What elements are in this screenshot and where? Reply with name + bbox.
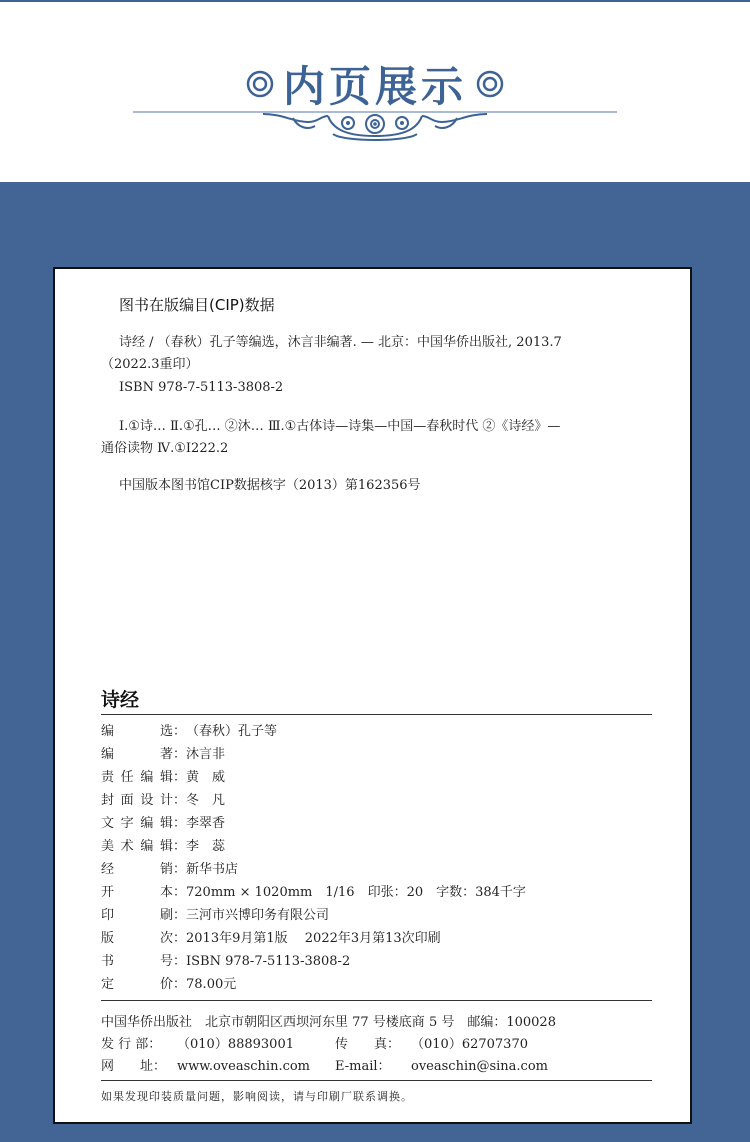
cip-line-2: （2022.3重印）	[101, 357, 199, 372]
info-row-distributor: 经 销：新华书店	[101, 860, 238, 880]
info-label: 书 号	[101, 954, 173, 969]
info-label: 美术编辑	[101, 839, 173, 854]
info-label: 版 次	[101, 931, 173, 946]
info-row-editor: 责任编辑：黄 威	[101, 768, 225, 788]
website-value: www.oveaschin.com	[177, 1059, 311, 1074]
cip-classification-1: Ⅰ.①诗… Ⅱ.①孔… ②沐… Ⅲ.①古体诗—诗集—中国—春秋时代 ②《诗经》—	[119, 419, 561, 434]
website-label: 网 址：	[101, 1059, 167, 1074]
info-value: 沐言非	[186, 747, 226, 762]
info-label: 定 价	[101, 977, 173, 992]
info-value: 78.00元	[186, 977, 237, 992]
title-wrap	[0, 54, 750, 114]
phone-value: （010）88893001	[177, 1037, 294, 1052]
info-value: 2013年9月第1版 2022年3月第13次印刷	[186, 931, 441, 946]
copyright-page	[53, 267, 692, 1124]
phone-label: 发 行 部：	[101, 1037, 162, 1052]
info-row-price: 定 价：78.00元	[101, 975, 236, 995]
info-row-art-editor: 美术编辑：李 蕊	[101, 837, 225, 857]
info-row-cover-design: 封面设计：冬 凡	[101, 791, 225, 811]
info-label: 编 选	[101, 724, 173, 739]
info-value: 李翠香	[186, 816, 226, 831]
info-row-printer: 印 刷：三河市兴博印务有限公司	[101, 906, 329, 926]
ring-left-icon	[245, 69, 275, 99]
info-label: 责任编辑	[101, 770, 173, 785]
info-row-compiler: 编 选：（春秋）孔子等	[101, 722, 277, 742]
info-label: 文字编辑	[101, 816, 173, 831]
email-label: E-mail：	[335, 1059, 391, 1074]
info-label: 开 本	[101, 885, 173, 900]
divider-top	[101, 714, 652, 715]
cip-classification-2: 通俗读物 Ⅳ.①I222.2	[101, 441, 229, 456]
info-row-text-editor: 文字编辑：李翠香	[101, 814, 225, 834]
info-value: 黄 威	[186, 770, 226, 785]
quality-notice: 如果发现印装质量问题，影响阅读，请与印刷厂联系调换。	[101, 1090, 413, 1103]
divider-bottom	[101, 1080, 652, 1081]
info-label: 封面设计	[101, 793, 173, 808]
fax-label: 传 真：	[335, 1037, 401, 1052]
info-value: ISBN 978-7-5113-3808-2	[186, 954, 351, 969]
info-value: （春秋）孔子等	[186, 724, 278, 739]
header-section	[0, 2, 750, 182]
info-label: 经 销	[101, 862, 173, 877]
cip-isbn: ISBN 978-7-5113-3808-2	[119, 380, 284, 395]
fax-value: （010）62707370	[411, 1037, 528, 1052]
info-label: 印 刷	[101, 908, 173, 923]
ring-right-icon	[475, 69, 505, 99]
cip-record-number: 中国版本图书馆CIP数据核字（2013）第162356号	[119, 478, 421, 493]
page-title: 内页展示	[282, 62, 467, 111]
info-row-isbn: 书 号：ISBN 978-7-5113-3808-2	[101, 952, 350, 972]
info-value: 新华书店	[186, 862, 239, 877]
info-value: 李 蕊	[186, 839, 226, 854]
info-label: 编 著	[101, 747, 173, 762]
info-row-edition: 版 次：2013年9月第1版 2022年3月第13次印刷	[101, 929, 441, 949]
info-value: 冬 凡	[186, 793, 226, 808]
publisher-address-text: 中国华侨出版社 北京市朝阳区西坝河东里 77 号楼底商 5 号 邮编：100028	[101, 1015, 556, 1030]
info-row-author: 编 著：沐言非	[101, 745, 225, 765]
book-title: 诗经	[101, 689, 140, 711]
cip-heading: 图书在版编目(CIP)数据	[119, 296, 275, 314]
cloud-ornament-icon	[133, 106, 617, 146]
cip-line-1: 诗经 / （春秋）孔子等编选，沐言非编著. — 北京：中国华侨出版社, 2013.7	[119, 335, 562, 350]
info-value: 720mm × 1020mm 1/16 印张：20 字数：384千字	[186, 885, 526, 900]
info-value: 三河市兴博印务有限公司	[186, 908, 330, 923]
divider-middle	[101, 1000, 652, 1001]
info-row-format: 开 本：720mm × 1020mm 1/16 印张：20 字数：384千字	[101, 883, 526, 903]
email-value: oveaschin@sina.com	[411, 1059, 548, 1074]
